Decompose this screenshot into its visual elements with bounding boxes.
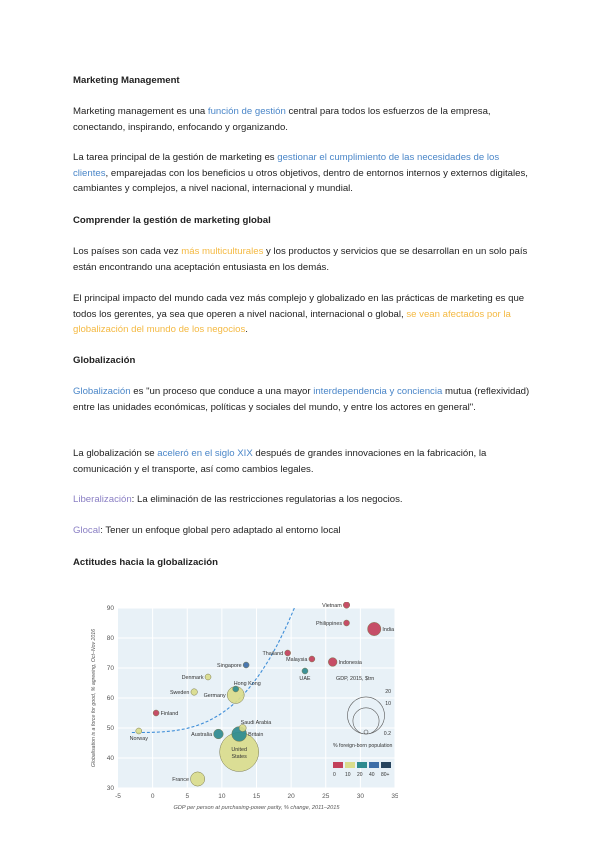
globalization-chart (83, 602, 398, 817)
text-run: La tarea principal de la gestión de marketing es (73, 152, 278, 163)
text-run: es "un proceso que conduce a una mayor (130, 386, 314, 397)
text-run: : Tener un enfoque global pero adaptado al entorno local (100, 525, 341, 536)
highlight-multicultural: más multiculturales (181, 246, 264, 257)
x-tick-label: 35 (391, 793, 398, 800)
data-label: Finland (160, 711, 179, 717)
data-point-australia (214, 729, 224, 739)
data-label: Indonesia (338, 660, 362, 666)
data-label: Britain (248, 732, 264, 738)
x-tick-label: 25 (322, 793, 330, 800)
data-point-vietnam (343, 602, 350, 608)
data-point-denmark (205, 674, 211, 680)
text-run: Los países son cada vez (73, 246, 182, 257)
legend-color-value: 40 (369, 772, 375, 778)
data-point-uae (302, 668, 308, 674)
data-label: Denmark (181, 675, 204, 681)
paragraph-definition (73, 104, 533, 135)
legend-size-title: GDP, 2015, $trn (336, 676, 375, 682)
paragraph-globalization-definition (73, 384, 533, 415)
legend-color-swatch (381, 762, 391, 768)
data-point-malaysia (309, 656, 315, 662)
text-run: , emparejadas con los beneficios u otros objetivos, dentro de entornos internos y externos digitales, cambiantes y complejos, a nivel nacional, internacional y mundial. (73, 167, 528, 194)
y-tick-label: 70 (106, 665, 114, 672)
legend-size-value: 0.2 (383, 731, 391, 737)
data-point-france (191, 772, 205, 786)
text-run: La globalización se (73, 448, 158, 459)
heading-globalizacion: Globalización (73, 355, 136, 366)
highlight-xix-century: aceleró en el siglo XIX (157, 448, 253, 459)
x-tick-label: 15 (252, 793, 261, 800)
x-tick-label: 20 (287, 793, 295, 800)
paragraph-main-task (73, 150, 533, 197)
data-label: India (382, 627, 395, 633)
data-label: States (231, 754, 247, 760)
data-point-philippines (344, 620, 350, 626)
x-tick-label: -5 (115, 793, 121, 800)
paragraph-multicultural (73, 244, 533, 275)
text-run: y los productos y servicios que se desarrollan en un solo país están encontrando una aceptación entusiasta en los demás. (73, 246, 528, 273)
y-tick-label: 60 (106, 695, 114, 702)
legend-color-swatch (369, 762, 379, 768)
legend-color-value: 10 (345, 772, 351, 778)
heading-marketing-management: Marketing Management (73, 75, 180, 86)
data-label: Singapore (217, 663, 242, 669)
legend-color-value: 0 (333, 772, 336, 778)
data-label: Australia (191, 732, 213, 738)
text-run: después de grandes innovaciones en la fabricación, la comunicación y el transporte, así como cambios legales. (73, 448, 487, 475)
highlight-funcion-gestion: función de gestión (207, 106, 286, 117)
y-tick-label: 30 (106, 785, 114, 792)
paragraph-glocal (73, 523, 533, 539)
data-point-singapore (243, 662, 249, 668)
highlight-needs: gestionar el cumplimiento de las necesidades de los clientes (73, 152, 500, 179)
x-tick-label: 5 (185, 793, 190, 800)
scatter-chart-svg (83, 602, 398, 817)
term-liberalizacion: Liberalización (73, 494, 132, 505)
x-tick-label: 10 (218, 793, 226, 800)
legend-color-swatch (345, 762, 355, 768)
x-tick-label: 0 (150, 793, 155, 800)
y-tick-label: 50 (106, 725, 114, 732)
data-label: France (172, 777, 190, 783)
legend-color-swatch (333, 762, 343, 768)
data-label: Thailand (262, 651, 284, 657)
y-tick-label: 80 (106, 635, 114, 642)
term-glocal: Glocal (73, 525, 101, 536)
data-label: Philippines (315, 621, 343, 627)
y-axis-label: Globalisation is a force for good, % agreeing, Oct–Nov 2016 (91, 628, 97, 768)
data-label: Hong Kong (233, 681, 261, 687)
data-point-thailand (285, 650, 291, 656)
paragraph-acceleration (73, 446, 533, 477)
text-run: central para todos los esfuerzos de la empresa, conectando, inspirando, enfocando y organizando. (73, 106, 491, 133)
text-run: . (245, 324, 248, 335)
data-point-sweden (191, 689, 198, 696)
term-globalizacion: Globalización (73, 386, 131, 397)
legend-color-swatch (357, 762, 367, 768)
legend-size-value: 10 (385, 701, 391, 707)
heading-attitudes: Actitudes hacia la globalización (73, 557, 219, 568)
data-label: United (231, 747, 247, 753)
legend-color-title: % foreign-born population (333, 743, 393, 749)
text-run: mutua (reflexividad) entre las unidades económicas, políticas y sociales del mundo, y entre los actores en general". (73, 386, 530, 413)
y-tick-label: 90 (106, 605, 114, 612)
highlight-affected: se vean afectados por la globalización del mundo de los negocios (73, 308, 511, 335)
paragraph-liberalization (73, 492, 533, 508)
legend-size-value: 20 (385, 689, 391, 695)
text-run: : La eliminación de las restricciones regulatorias a los negocios. (131, 494, 403, 505)
x-tick-label: 30 (356, 793, 364, 800)
data-label: Malaysia (286, 657, 308, 663)
text-run: El principal impacto del mundo cada vez más complejo y globalizado en las prácticas de marketing es que todos los gerentes, ya sea que operen a nivel nacional, internacional o global, (73, 293, 525, 320)
legend-color-value: 80+ (381, 772, 390, 778)
paragraph-impact (73, 291, 533, 338)
highlight-interdependence: interdependencia y conciencia (313, 386, 443, 397)
data-point-india (368, 622, 381, 635)
data-point-indonesia (328, 658, 337, 667)
heading-global-marketing: Comprender la gestión de marketing global (73, 215, 271, 226)
data-point-norway (136, 728, 142, 734)
x-axis-label: GDP per person at purchasing-power parity, % change, 2011–2015 (173, 805, 340, 811)
data-label: Norway (129, 736, 148, 742)
data-point-finland (153, 710, 159, 716)
data-label: Sweden (169, 690, 190, 696)
data-label: Saudi Arabia (240, 720, 272, 726)
y-tick-label: 40 (106, 755, 114, 762)
legend-color-value: 20 (357, 772, 363, 778)
data-label: Vietnam (322, 603, 342, 609)
data-label: Germany (203, 693, 226, 699)
text-run: Marketing management es una (73, 106, 208, 117)
data-label: UAE (299, 676, 311, 682)
